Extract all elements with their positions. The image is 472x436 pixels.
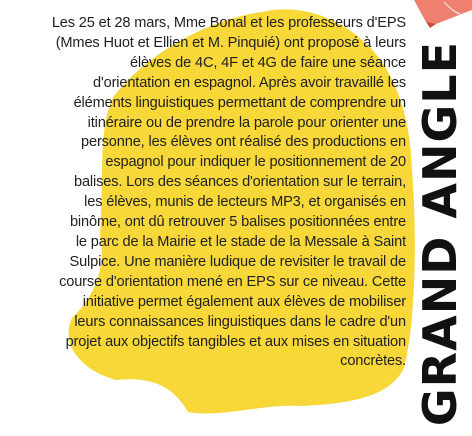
article-line: projet aux objectifs tangibles et aux mises en situation xyxy=(65,333,406,350)
article-line: d'orientation en espagnol. Après avoir travaillé les xyxy=(93,74,406,91)
section-heading-vertical xyxy=(412,41,468,427)
pencil-body xyxy=(414,0,472,25)
section-heading-text: GRAND ANGLE xyxy=(413,41,467,427)
article-line: Sulpice. Une manière ludique de revisiter le travail de xyxy=(69,253,406,270)
article-line: leurs connaissances linguistiques dans le cadre d'un xyxy=(74,313,406,330)
article-line: (Mmes Huot et Ellien et M. Pinquié) ont proposé à leurs xyxy=(55,34,406,51)
article-line: concrètes. xyxy=(340,353,406,370)
article-line: espagnol pour indiquer le positionnement de 20 xyxy=(105,154,406,171)
article-line: éléments linguistiques permettant de comprendre un xyxy=(73,94,406,111)
article-line: course d'orientation mené en EPS sur ce niveau. Cette xyxy=(59,273,406,290)
article-line: balises. Lors des séances d'orientation sur le terrain, xyxy=(74,174,406,191)
article-text xyxy=(2,14,406,372)
article-line: personne, les élèves ont réalisé des productions en xyxy=(81,134,406,151)
article-line: élèves de 4C, 4F et 4G de faire une séance xyxy=(129,54,406,71)
article-line: binôme, ont dû retrouver 5 balises positionnées entre xyxy=(69,214,406,231)
article-line: les élèves, munis de lecteurs MP3, et organisés en xyxy=(84,194,406,211)
article-line: itinéraire ou de prendre la parole pour orienter une xyxy=(87,114,406,131)
article-line: initiative permet également aux élèves de mobiliser xyxy=(82,293,406,310)
article-line: Les 25 et 28 mars, Mme Bonal et les professeurs d'EPS xyxy=(51,15,406,31)
article-line: le parc de la Mairie et le stade de la Messale à Saint xyxy=(75,233,406,250)
